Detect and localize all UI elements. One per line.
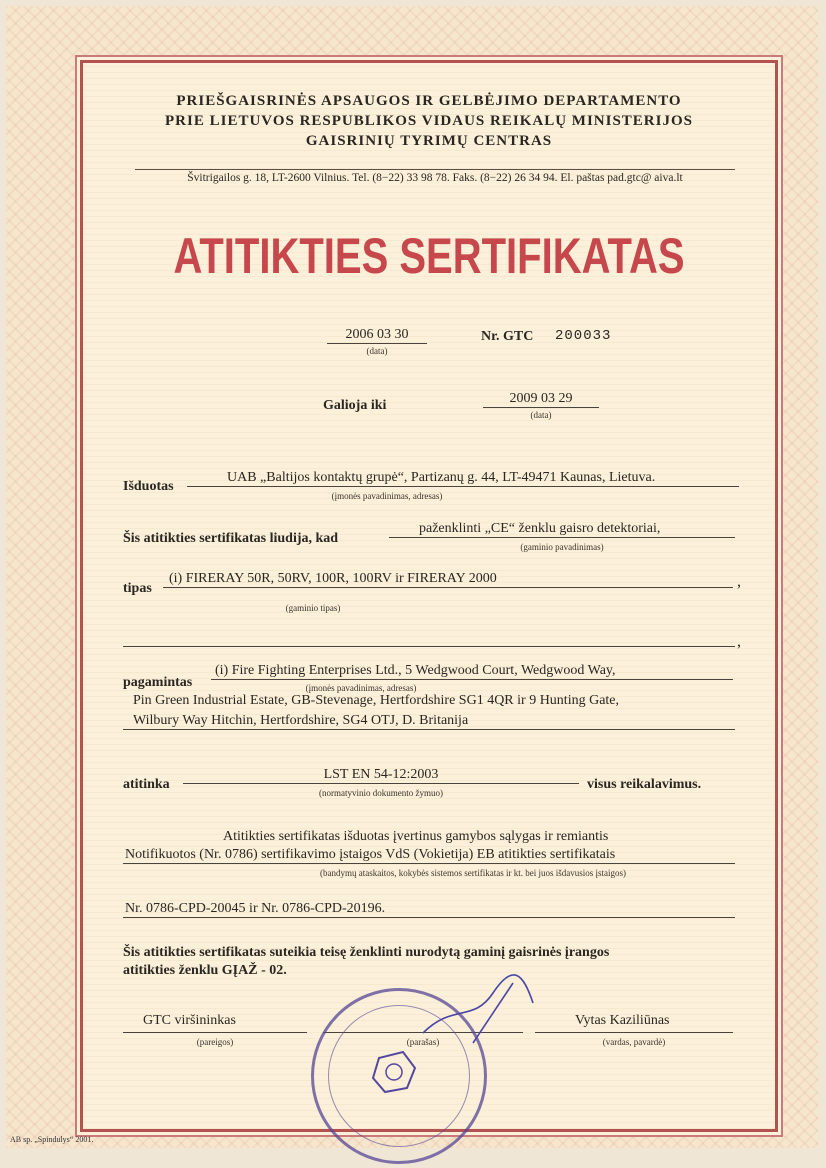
- type-comma-2: ,: [737, 633, 741, 650]
- name-caption: (vardas, pavardė): [602, 1037, 666, 1047]
- issued-caption: (įmonės pavadinimas, adresas): [331, 491, 443, 501]
- header-line-1: PRIEŠGAISRINĖS APSAUGOS IR GELBĖJIMO DEPARTAMENTO: [176, 93, 682, 109]
- position-caption: (pareigos): [196, 1037, 234, 1047]
- valid-until-caption: (data): [530, 410, 552, 420]
- issue-date-caption: (data): [366, 346, 388, 356]
- type-caption: (gaminio tipas): [285, 603, 341, 613]
- basis-caption: (bandymų ataskaitos, kokybės sistemos sertifikatas ir kt. bei juos išdavusios įstaigos): [320, 868, 626, 878]
- issued-label: Išduotas: [123, 479, 174, 494]
- valid-until-label: Galioja iki: [323, 398, 387, 413]
- certifies-caption: (gaminio pavadinimas): [520, 542, 604, 552]
- grant-line-1: Šis atitikties sertifikatas suteikia teisę ženklinti nurodytą gaminį gaisrinės įrangos: [123, 945, 610, 960]
- type-label: tipas: [123, 581, 152, 596]
- basis-line-2: Notifikuotos (Nr. 0786) sertifikavimo įstaigos VdS (Vokietija) EB atitikties sertifikatais: [123, 847, 735, 864]
- certificate-number: 200033: [555, 328, 612, 344]
- manufactured-line-2: Pin Green Industrial Estate, GB-Stevenage, Hertfordshire SG1 4QR ir 9 Hunting Gate,: [133, 693, 620, 708]
- certificate-sheet: [6, 6, 818, 1148]
- manufactured-caption: (įmonės pavadinimas, adresas): [305, 683, 417, 693]
- manufactured-line-1: (i) Fire Fighting Enterprises Ltd., 5 Wedgwood Court, Wedgwood Way,: [211, 663, 733, 680]
- header-address: Švitrigailos g. 18, LT-2600 Vilnius. Tel. (8−22) 33 98 78. Faks. (8−22) 26 34 94. El. paštas pad.gtc@ aiva.lt: [135, 169, 735, 184]
- stamp-emblem-icon: [311, 988, 481, 1158]
- header-line-3: GAISRINIŲ TYRIMŲ CENTRAS: [305, 133, 553, 149]
- type-comma: ,: [737, 573, 741, 590]
- manufactured-line-3: Wilbury Way Hitchin, Hertfordshire, SG4 OTJ, D. Britanija: [123, 713, 735, 730]
- valid-until-date: 2009 03 29: [483, 391, 599, 408]
- signer-name: Vytas Kaziliūnas: [575, 1013, 670, 1028]
- name-line: [535, 1031, 733, 1033]
- position-line: [123, 1031, 307, 1033]
- complies-caption: (normatyvinio dokumento žymuo): [319, 788, 443, 798]
- grant-line-2: atitikties ženklu GĮAŽ - 02.: [123, 963, 287, 978]
- complies-suffix: visus reikalavimus.: [587, 777, 702, 792]
- type-blank-line: [123, 645, 735, 647]
- certifies-value: paženklinti „CE“ ženklu gaisro detektoriai,: [389, 521, 735, 538]
- complies-value: LST EN 54-12:2003: [183, 767, 579, 784]
- issue-date: 2006 03 30: [327, 327, 427, 344]
- certificate-title: ATITIKTIES SERTIFIKATAS: [173, 229, 685, 285]
- header-line-2: PRIE LIETUVOS RESPUBLIKOS VIDAUS REIKALŲ MINISTERIJOS: [165, 113, 693, 129]
- basis-line-1: Atitikties sertifikatas išduotas įvertinus gamybos sąlygas ir remiantis: [223, 829, 609, 844]
- manufactured-label: pagamintas: [123, 675, 193, 690]
- signer-position: GTC viršininkas: [143, 1013, 236, 1028]
- official-stamp: [311, 988, 487, 1164]
- issued-value: UAB „Baltijos kontaktų grupė“, Partizanų g. 44, LT-49471 Kaunas, Lietuva.: [187, 470, 739, 487]
- complies-label: atitinka: [123, 777, 170, 792]
- number-label: Nr. GTC: [481, 329, 534, 344]
- certifies-label: Šis atitikties sertifikatas liudija, kad: [123, 531, 339, 546]
- signature-caption: (parašas): [406, 1037, 440, 1047]
- type-value: (i) FIRERAY 50R, 50RV, 100R, 100RV ir FIRERAY 2000: [163, 571, 733, 588]
- printer-footer: AB sp. „Spindulys“ 2001.: [10, 1135, 94, 1144]
- basis-line-3: Nr. 0786-CPD-20045 ir Nr. 0786-CPD-20196.: [123, 901, 735, 918]
- certificate-frame: [80, 60, 778, 1132]
